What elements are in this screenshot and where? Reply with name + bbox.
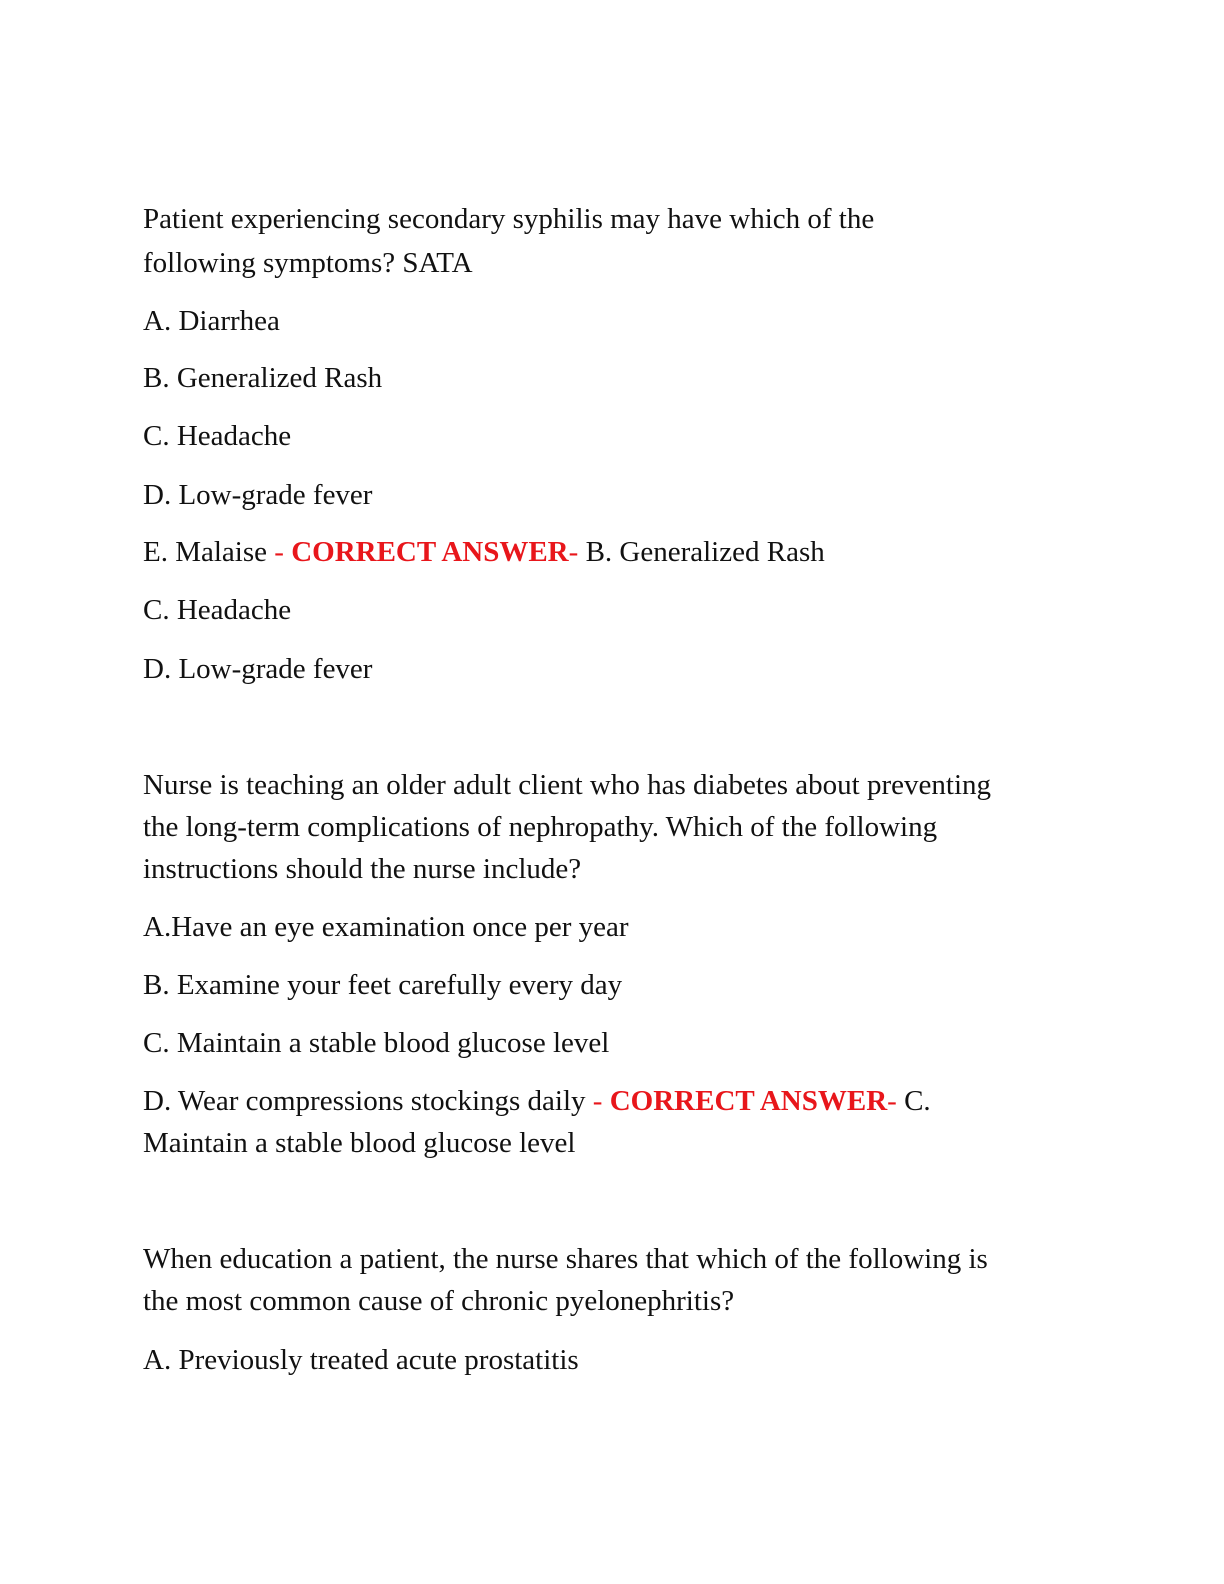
q2-option-a: A.Have an eye examination once per year — [143, 911, 629, 943]
q1-dash-before: - — [267, 536, 292, 568]
q1-answer-line-1: B. Generalized Rash — [578, 536, 825, 568]
q2-answer-line-2: Maintain a stable blood glucose level — [143, 1127, 576, 1159]
q1-stem-line-2: following symptoms? SATA — [143, 247, 473, 279]
q1-answer-line-3: D. Low-grade fever — [143, 653, 373, 685]
q1-option-d: D. Low-grade fever — [143, 479, 373, 511]
q1-correct-answer-label: CORRECT ANSWER — [291, 536, 569, 568]
q2-option-c: C. Maintain a stable blood glucose level — [143, 1027, 610, 1059]
q1-option-a: A. Diarrhea — [143, 305, 280, 337]
q3-option-a: A. Previously treated acute prostatitis — [143, 1344, 579, 1376]
q2-dash-before: - — [585, 1085, 610, 1117]
q2-stem-line-3: instructions should the nurse include? — [143, 853, 582, 885]
q2-answer-part-1: C. — [896, 1085, 931, 1117]
q1-stem-line-1: Patient experiencing secondary syphilis may have which of the — [143, 203, 875, 235]
q3-stem-line-2: the most common cause of chronic pyelonephritis? — [143, 1285, 735, 1317]
q1-option-c: C. Headache — [143, 420, 292, 452]
q2-stem-line-1: Nurse is teaching an older adult client who has diabetes about preventing — [143, 769, 991, 801]
q1-dash-after: - — [568, 536, 579, 568]
q1-option-e-answer-line — [143, 531, 825, 573]
q2-option-d-answer-line — [143, 1080, 931, 1122]
q1-answer-line-2: C. Headache — [143, 594, 292, 626]
q1-option-b: B. Generalized Rash — [143, 362, 383, 394]
q2-dash-after: - — [887, 1085, 897, 1117]
q3-stem-line-1: When education a patient, the nurse shares that which of the following is — [143, 1243, 988, 1275]
q2-option-b: B. Examine your feet carefully every day — [143, 969, 623, 1001]
q2-option-d: D. Wear compressions stockings daily — [143, 1085, 586, 1117]
q1-option-e: E. Malaise — [143, 536, 268, 568]
q2-correct-answer-label: CORRECT ANSWER — [609, 1085, 888, 1117]
q2-stem-line-2: the long-term complications of nephropathy. Which of the following — [143, 811, 938, 843]
